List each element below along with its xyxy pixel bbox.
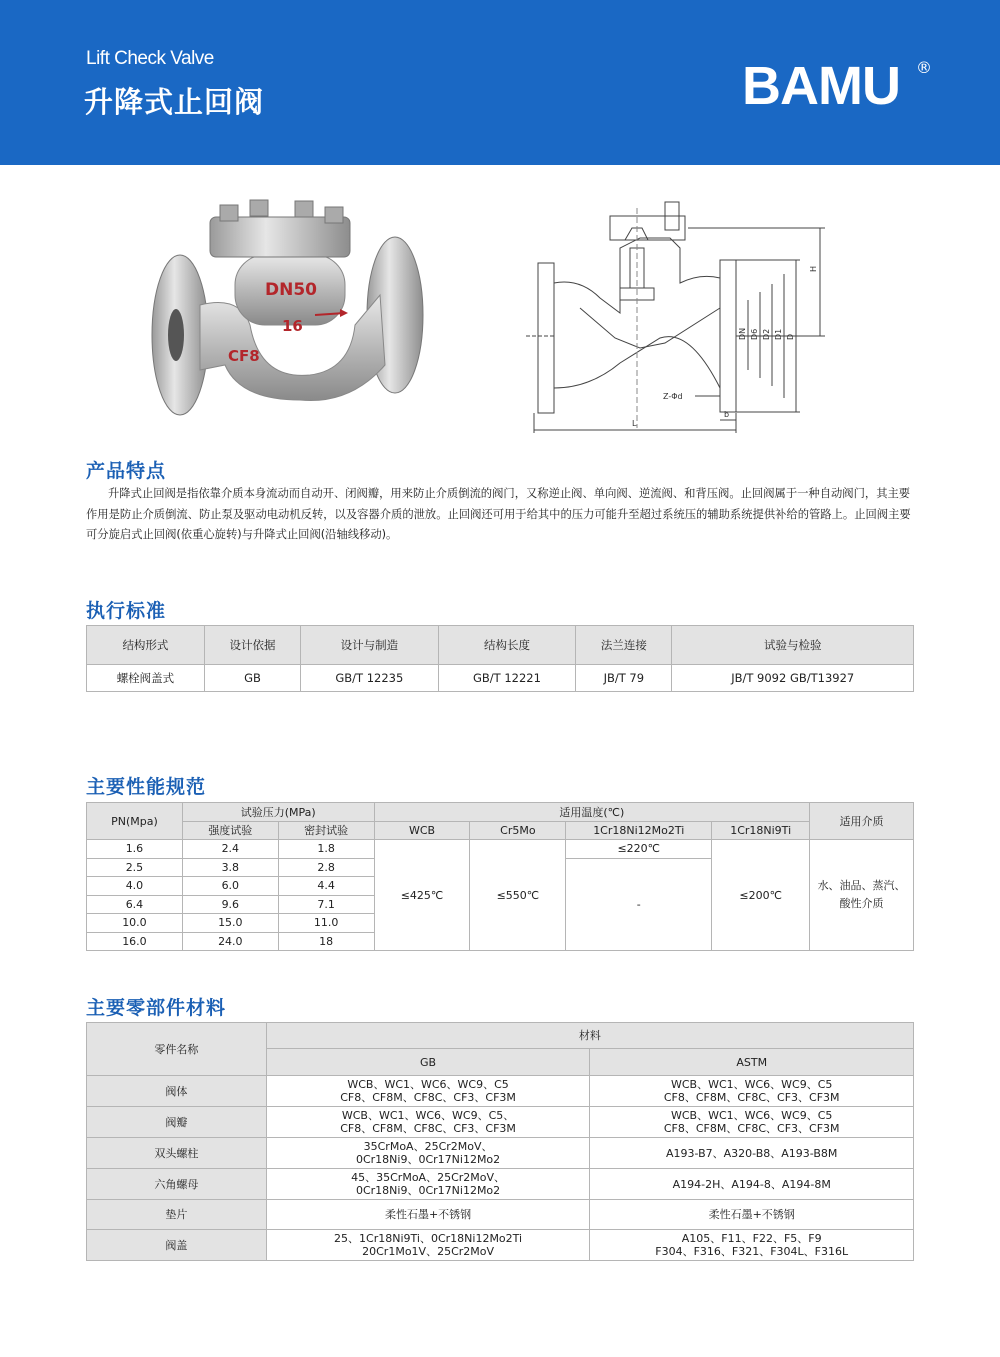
seal-cell: 11.0 <box>278 914 374 933</box>
pn-cell: 4.0 <box>87 877 183 896</box>
astm-material-cell <box>590 1230 914 1261</box>
dim-L: L <box>632 419 637 428</box>
pn-cell: 10.0 <box>87 914 183 933</box>
strength-cell: 2.4 <box>182 840 278 859</box>
seal-cell: 1.8 <box>278 840 374 859</box>
marking-size: DN50 <box>265 280 317 300</box>
strength-cell: 3.8 <box>182 858 278 877</box>
material-line: 0Cr18Ni9、0Cr17Ni12Mo2 <box>355 1184 501 1197</box>
dim-D1: D1 <box>774 328 783 340</box>
valve-technical-drawing <box>520 188 840 438</box>
pn-header: PN(Mpa) <box>87 803 183 840</box>
dim-Z-phid: Z-Φd <box>663 392 683 401</box>
features-text: 升降式止回阀是指依靠介质本身流动而自动开、闭阀瓣，用来防止介质倒流的阀门，又称逆止阀、单向阀、逆流阀、和背压阀。止回阀属于一种自动阀门，其主要作用是防止介质倒流、防止泵及驱动电动机反转，以及容器介质的泄放。止回阀还可用于给其中的压力可能升至超过系统压的辅助系统提供补给的管路上。止回阀主要可分旋启式止回阀(依重心旋转)与升降式止回阀(沿轴线移动)。 <box>86 487 911 541</box>
material-line: 45、35CrMoA、25Cr2MoV、 <box>351 1171 506 1184</box>
strength-cell: 15.0 <box>182 914 278 933</box>
gb-header: GB <box>266 1049 590 1076</box>
std-header: 设计依据 <box>204 626 300 665</box>
material-line: CF8、CF8M、CF8C、CF3、CF3M <box>340 1122 516 1135</box>
gb-material-cell <box>266 1169 590 1200</box>
medium-header: 适用介质 <box>810 803 914 840</box>
gb-material-cell <box>266 1076 590 1107</box>
medium-cell: 水、油品、蒸汽、酸性介质 <box>810 840 914 951</box>
seal-cell: 18 <box>278 932 374 951</box>
valve-photo <box>150 195 430 425</box>
registered-mark: ® <box>916 58 932 77</box>
material-header: 材料 <box>266 1023 913 1049</box>
material-line: CF8、CF8M、CF8C、CF3、CF3M <box>663 1122 840 1135</box>
astm-material-cell <box>590 1076 914 1107</box>
marking-pressure: 16 <box>282 317 303 335</box>
std-cell: GB/T 12235 <box>301 665 439 692</box>
temp-header: 适用温度(℃) <box>374 803 810 822</box>
dim-b: b <box>724 410 730 419</box>
pn-cell: 2.5 <box>87 858 183 877</box>
standards-table <box>86 625 914 692</box>
material-line: 35CrMoA、25Cr2MoV、 <box>363 1140 493 1153</box>
strength-cell: 24.0 <box>182 932 278 951</box>
part-name-cell: 六角螺母 <box>87 1169 267 1200</box>
std-header: 法兰连接 <box>576 626 672 665</box>
materials-title: 主要零部件材料 <box>86 997 227 1019</box>
ni9ti-temp-cell: ≤200℃ <box>712 840 810 951</box>
temp-col-header: Cr5Mo <box>470 821 566 840</box>
material-line: F304、F316、F321、F304L、F316L <box>655 1245 849 1258</box>
title-chinese: 升降式止回阀 <box>84 85 265 119</box>
performance-table <box>86 802 914 951</box>
strength-cell: 9.6 <box>182 895 278 914</box>
material-line: WCB、WC1、WC6、WC9、C5、 <box>341 1109 515 1122</box>
title-english: Lift Check Valve <box>86 48 214 69</box>
temp-col-header: 1Cr18Ni9Ti <box>712 821 810 840</box>
dim-D2: D2 <box>762 328 771 340</box>
std-cell: 螺栓阀盖式 <box>87 665 205 692</box>
std-cell: JB/T 9092 GB/T13927 <box>672 665 914 692</box>
seal-cell: 7.1 <box>278 895 374 914</box>
material-line: 20Cr1Mo1V、25Cr2MoV <box>362 1245 495 1258</box>
standards-title: 执行标准 <box>86 600 167 622</box>
astm-header: ASTM <box>590 1049 914 1076</box>
part-header: 零件名称 <box>87 1023 267 1076</box>
gb-material-cell <box>266 1138 590 1169</box>
materials-table <box>86 1022 914 1261</box>
astm-material-cell: 柔性石墨+不锈钢 <box>590 1200 914 1230</box>
pn-cell: 16.0 <box>87 932 183 951</box>
seal-cell: 4.4 <box>278 877 374 896</box>
mo2ti-temp-rest-cell: - <box>566 858 712 951</box>
header-banner <box>0 0 1000 165</box>
material-line: WCB、WC1、WC6、WC9、C5 <box>670 1109 833 1122</box>
material-line: A105、F11、F22、F5、F9 <box>681 1232 822 1245</box>
std-header: 设计与制造 <box>301 626 439 665</box>
part-name-cell: 阀体 <box>87 1076 267 1107</box>
part-name-cell: 双头螺柱 <box>87 1138 267 1169</box>
pn-cell: 6.4 <box>87 895 183 914</box>
test-pressure-header: 试验压力(MPa) <box>182 803 374 822</box>
std-cell: JB/T 79 <box>576 665 672 692</box>
gb-material-cell <box>266 1107 590 1138</box>
material-line: WCB、WC1、WC6、WC9、C5 <box>347 1078 509 1091</box>
strength-header: 强度试验 <box>182 821 278 840</box>
material-line: 0Cr18Ni9、0Cr17Ni12Mo2 <box>355 1153 501 1166</box>
std-cell: GB/T 12221 <box>438 665 576 692</box>
cr5mo-temp-cell: ≤550℃ <box>470 840 566 951</box>
astm-material-cell: A194-2H、A194-8、A194-8M <box>590 1169 914 1200</box>
dim-DN: DN <box>738 327 747 340</box>
marking-material: CF8 <box>228 347 260 365</box>
dim-D: D <box>786 333 795 340</box>
dim-H: H <box>809 265 818 272</box>
part-name-cell: 阀盖 <box>87 1230 267 1261</box>
strength-cell: 6.0 <box>182 877 278 896</box>
material-line: WCB、WC1、WC6、WC9、C5 <box>670 1078 833 1091</box>
part-name-cell: 垫片 <box>87 1200 267 1230</box>
seal-cell: 2.8 <box>278 858 374 877</box>
temp-col-header: 1Cr18Ni12Mo2Ti <box>566 821 712 840</box>
std-header: 试验与检验 <box>672 626 914 665</box>
material-line: CF8、CF8M、CF8C、CF3、CF3M <box>340 1091 516 1104</box>
mo2ti-temp-top-cell: ≤220℃ <box>566 840 712 859</box>
part-name-cell: 阀瓣 <box>87 1107 267 1138</box>
pn-cell: 1.6 <box>87 840 183 859</box>
dim-D6: D6 <box>750 328 759 340</box>
astm-material-cell <box>590 1107 914 1138</box>
material-line: CF8、CF8M、CF8C、CF3、CF3M <box>663 1091 840 1104</box>
performance-title: 主要性能规范 <box>86 776 207 798</box>
gb-material-cell <box>266 1230 590 1261</box>
material-line: 25、1Cr18Ni9Ti、0Cr18Ni12Mo2Ti <box>334 1232 523 1245</box>
std-cell: GB <box>204 665 300 692</box>
gb-material-cell: 柔性石墨+不锈钢 <box>266 1200 590 1230</box>
astm-material-cell: A193-B7、A320-B8、A193-B8M <box>590 1138 914 1169</box>
std-header: 结构长度 <box>438 626 576 665</box>
std-header: 结构形式 <box>87 626 205 665</box>
brand-logo: BAMU <box>742 56 900 116</box>
temp-col-header: WCB <box>374 821 470 840</box>
wcb-temp-cell: ≤425℃ <box>374 840 470 951</box>
seal-header: 密封试验 <box>278 821 374 840</box>
features-title: 产品特点 <box>86 460 167 482</box>
